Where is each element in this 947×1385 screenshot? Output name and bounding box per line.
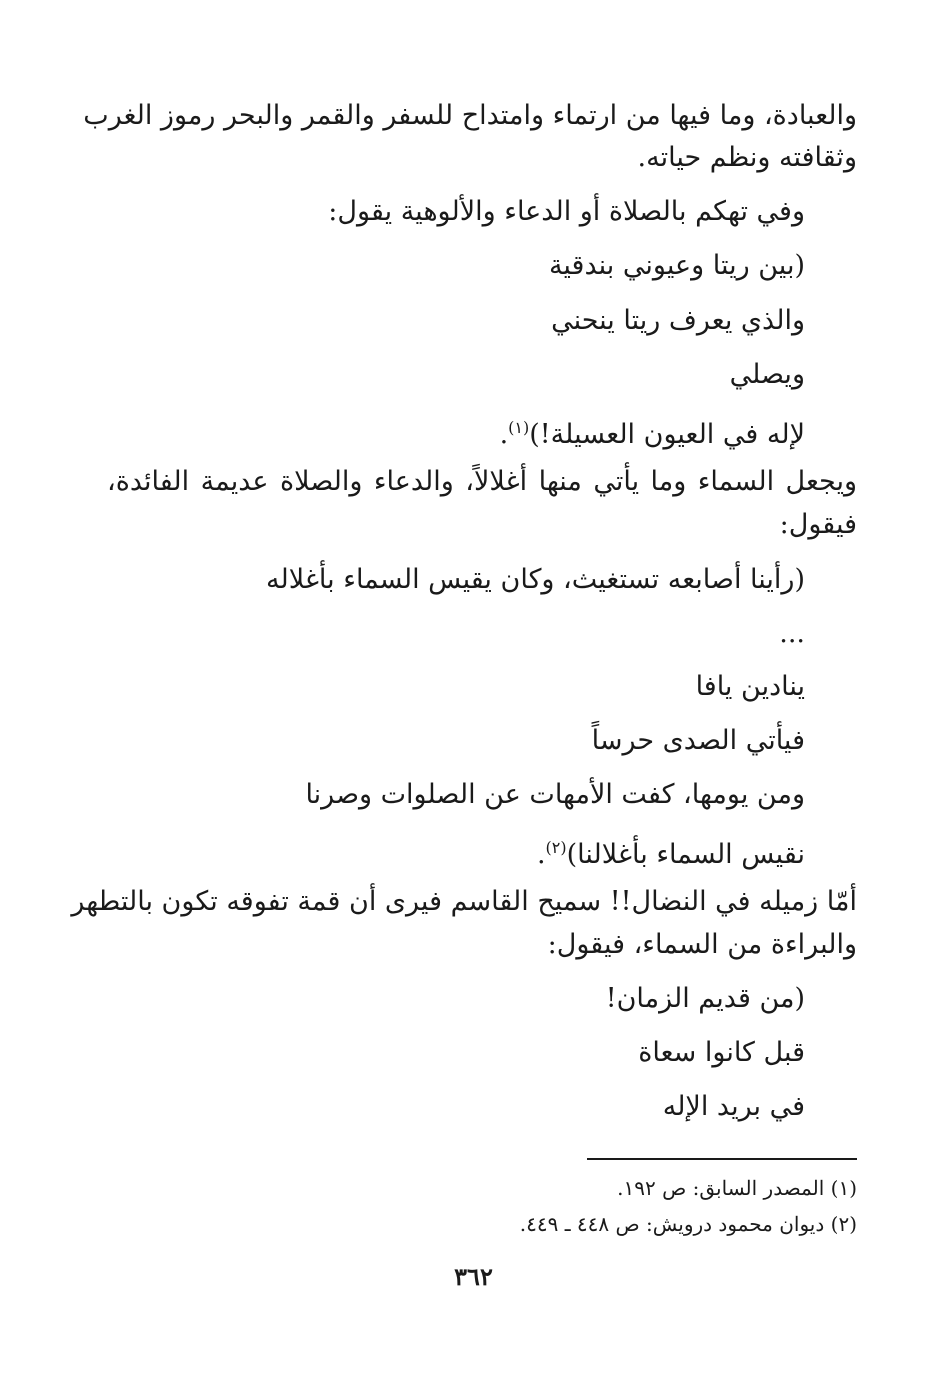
footnote-ref-2: (٢) — [545, 838, 567, 857]
poem1-line4: لإله في العيون العسيلة!) — [529, 419, 805, 450]
poem2-line5: ومن يومها، كفت الأمهات عن الصلوات وصرنا — [305, 779, 805, 810]
poem2-line3: ينادين يافا — [695, 671, 805, 702]
footnote-2 — [520, 1210, 857, 1238]
paragraph1-line1: والعبادة، وما فيها من ارتماء وامتداح للسفر والقمر والبحر رموز الغرب — [83, 100, 857, 131]
poem2-line2: ... — [779, 618, 805, 649]
poem1-line1: (بين ريتا وعيوني بندقية — [548, 250, 805, 281]
poem1-line4-container: لإله في العيون العسيلة!)$^{(١)}$. — [499, 418, 805, 450]
footnote-2-text: ديوان محمود درويش: ص ٤٤٨ ـ ٤٤٩. — [519, 1212, 825, 1236]
footnote-divider — [587, 1158, 857, 1160]
footnote-1 — [617, 1174, 857, 1202]
paragraph4-line2: والبراءة من السماء، فيقول: — [547, 929, 857, 960]
poem3-line1: (من قديم الزمان! — [605, 983, 805, 1014]
page-number: ٣٦٢ — [454, 1262, 493, 1291]
footnote-1-text: المصدر السابق: ص ١٩٢. — [617, 1176, 825, 1200]
poem1-line2: والذي يعرف ريتا ينحني — [551, 305, 805, 336]
poem2-line6: نقيس السماء بأغلالنا) — [566, 839, 805, 870]
poem3-line3: في بريد الإله — [662, 1091, 805, 1122]
paragraph1-line2: وثقافته ونظم حياته. — [637, 142, 857, 173]
footnote-1-number: (١) — [830, 1176, 857, 1200]
paragraph4-line1: أمّا زميله في النضال!! سميح القاسم فيرى أن قمة تفوقه تكون بالتطهر — [71, 886, 857, 917]
poem2-line6-container: نقيس السماء بأغلالنا)$^{(٢)}$. — [536, 838, 805, 870]
footnote-ref-1: (١) — [508, 418, 530, 437]
paragraph3-line2: فيقول: — [779, 509, 857, 540]
poem1-line3: ويصلي — [729, 359, 805, 390]
poem2-line4: فيأتي الصدى حرساً — [591, 725, 805, 756]
paragraph3-line1: ويجعل السماء وما يأتي منها أغلالاً، والدعاء والصلاة عديمة الفائدة، — [107, 466, 857, 497]
footnote-2-number: (٢) — [830, 1212, 857, 1236]
paragraph2-line1: وفي تهكم بالصلاة أو الدعاء والألوهية يقول: — [328, 196, 805, 227]
poem3-line2: قبل كانوا سعاة — [638, 1037, 805, 1068]
poem2-line1: (رأينا أصابعه تستغيث، وكان يقيس السماء بأغلاله — [266, 564, 805, 595]
